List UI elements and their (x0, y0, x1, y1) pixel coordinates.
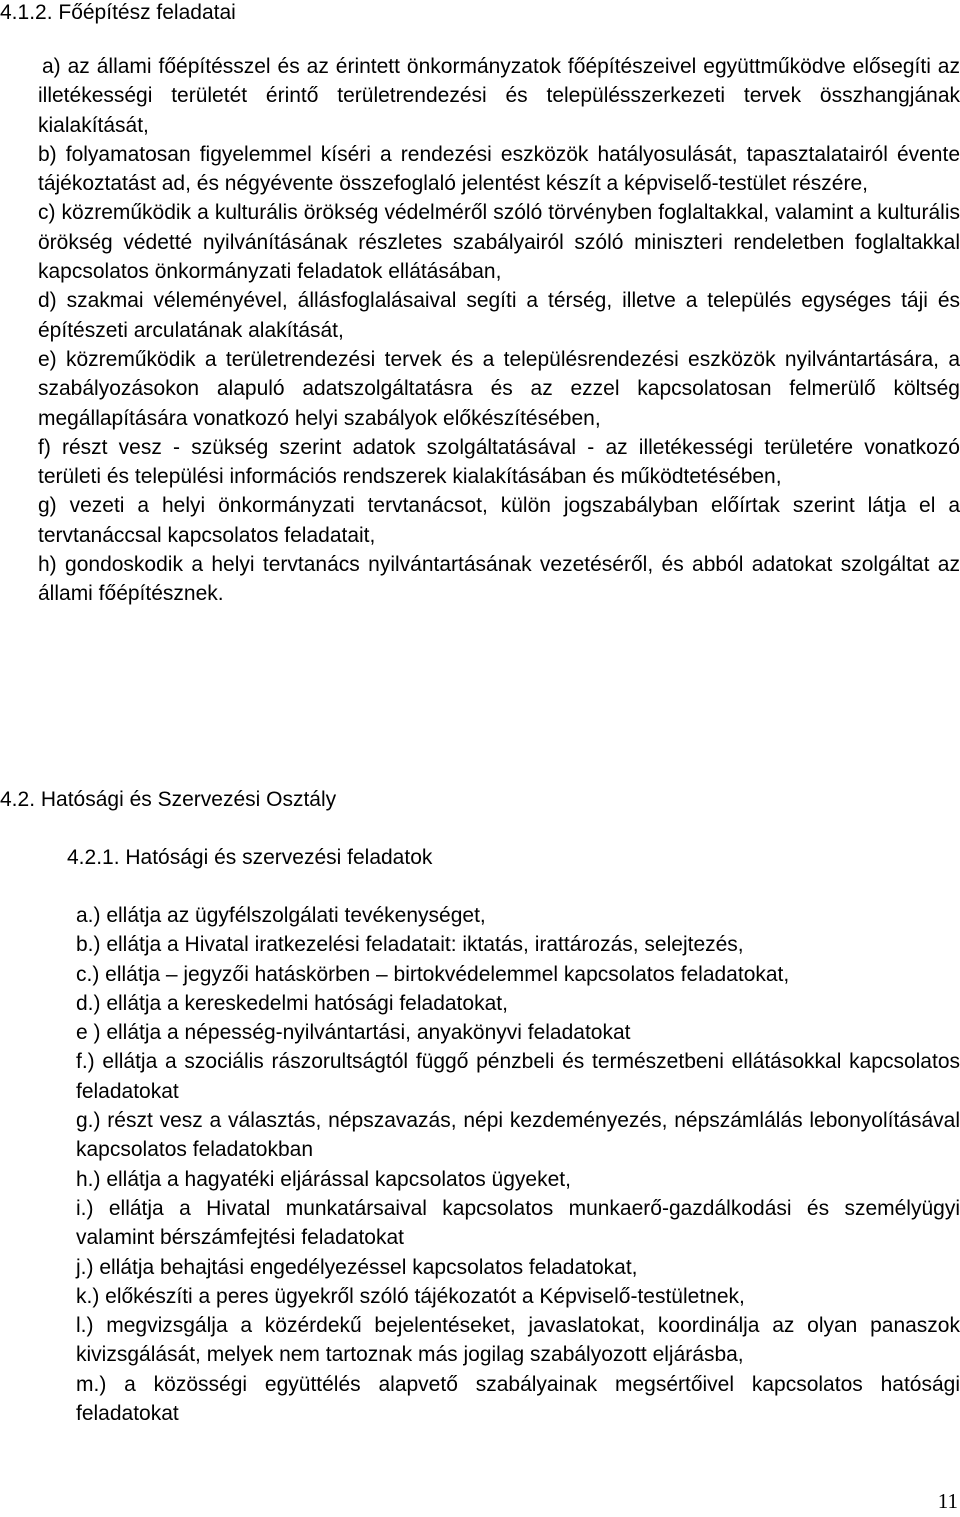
authority-item-e: e ) ellátja a népesség-nyilvántartási, anyakönyvi feladatokat (76, 1021, 631, 1045)
section-heading-4-2: 4.2. Hatósági és Szervezési Osztály (0, 788, 337, 811)
section-heading-4-1-2: 4.1.2. Főépítész feladatai (0, 1, 236, 24)
authority-item-j: j.) ellátja behajtási engedélyezéssel kapcsolatos feladatokat, (76, 1255, 638, 1279)
task-item-c: c) közreműködik a kulturális örökség védelméről szóló törvényben foglaltakkal, valamint a kulturális örökség védetté nyilvánításának részletes szabályairól szóló miniszteri rendeletben foglaltakkal kapcsolatos önkormányzati feladatok ellátásában, (38, 201, 960, 284)
task-item-h: h) gondoskodik a helyi tervtanács nyilvántartásának vezetéséről, és abból adatokat szolgáltat az állami főépítésznek. (38, 553, 960, 606)
authority-item-l: l.) megvizsgálja a közérdekű bejelentéseket, javaslatokat, koordinálja az olyan panaszok kivizsgálását, melyek nem tartoznak más jogilag szabályozott eljárásba, (76, 1314, 960, 1367)
authority-item-a: a.) ellátja az ügyfélszolgálati tevékenységet, (76, 904, 486, 927)
task-item-a: a) az állami főépítésszel és az érintett önkormányzatok főépítészeivel együttműködve elősegíti az illetékességi területét érintő területrendezési és településszerkezeti tervek összhangjának kialakítását, (38, 55, 960, 137)
authority-item-i: i.) ellátja a Hivatal munkatársaival kapcsolatos munkaerő-gazdálkodási és személyügyi valamint bérszámfejtési feladatokat (76, 1196, 960, 1250)
authority-item-b: b.) ellátja a Hivatal iratkezelési feladatait: iktatás, irattározás, selejtezés, (76, 933, 744, 957)
page-number: 11 (937, 1489, 958, 1513)
section-heading-4-2-1: 4.2.1. Hatósági és szervezési feladatok (67, 846, 433, 869)
task-item-g: g) vezeti a helyi önkormányzati tervtanácsot, külön jogszabályban előírtak szerint látja el a tervtanáccsal kapcsolatos feladatait, (38, 494, 960, 547)
authority-item-g: g.) részt vesz a választás, népszavazás, népi kezdeményezés, népszámlálás lebonyolításával kapcsolatos feladatokban (76, 1109, 960, 1162)
task-item-d: d) szakmai véleményével, állásfoglalásaival segíti a térség, illetve a település egységes táji és építészeti arculatának alakítását, (38, 289, 960, 342)
task-item-b: b) folyamatosan figyelemmel kíséri a rendezési eszközök hatályosulását, tapasztalatairól évente tájékoztatást ad, és négyévente összefoglaló jelentést készít a képviselő-testület részére, (38, 142, 960, 196)
chief-architect-task-list (38, 52, 960, 609)
task-item-e: e) közreműködik a területrendezési tervek és a településrendezési eszközök nyilvántartására, a szabályozásokon alapuló adatszolgáltatásra és az ezzel kapcsolatosan felmerülő költség megállapítására vonatkozó helyi szabályok előkészítésében, (38, 347, 960, 430)
authority-item-f: f.) ellátja a szociális rászorultságtól függő pénzbeli és természetbeni ellátásokkal kapcsolatos feladatokat (76, 1050, 960, 1103)
authority-item-d: d.) ellátja a kereskedelmi hatósági feladatokat, (76, 991, 508, 1015)
authority-task-list (76, 901, 960, 1428)
authority-item-c: c.) ellátja – jegyzői hatáskörben – birtokvédelemmel kapcsolatos feladatokat, (76, 962, 790, 986)
authority-item-k: k.) előkészíti a peres ügyekről szóló tájékozatót a Képviselő-testületnek, (76, 1284, 745, 1308)
authority-item-h: h.) ellátja a hagyatéki eljárással kapcsolatos ügyeket, (76, 1167, 571, 1191)
authority-item-m: m.) a közösségi együttélés alapvető szabályainak megsértőivel kapcsolatos hatósági feladatokat (76, 1372, 960, 1426)
task-item-f: f) részt vesz - szükség szerint adatok szolgáltatásával - az illetékességi területére vonatkozó területi és települési információs rendszerek kialakításában és működtetésében, (38, 435, 960, 489)
